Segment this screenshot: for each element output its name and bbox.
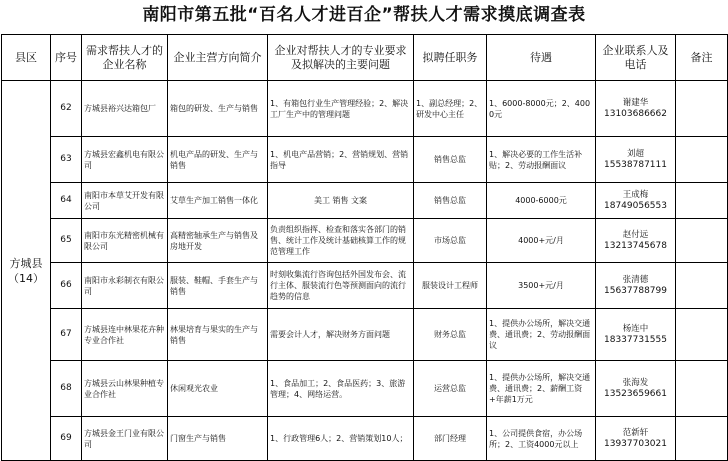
- company-cell: 南阳市永彩制衣有限公司: [82, 263, 168, 309]
- seq-cell: 62: [51, 81, 82, 137]
- salary-cell: 1、公司提供食宿，办公场所；2、工资4000元以上: [487, 417, 596, 461]
- business-cell: 林果培育与果实的生产与销售: [168, 309, 268, 361]
- contact-cell: [596, 219, 676, 263]
- header-remark: 备注: [676, 35, 728, 81]
- remark-cell: [676, 219, 728, 263]
- contact-phone: 13523659661: [604, 388, 667, 399]
- seq-cell: 64: [51, 183, 82, 219]
- contact-phone: 15637788799: [604, 285, 667, 296]
- contact-name: 张海发: [622, 377, 649, 388]
- table-row: [2, 361, 728, 417]
- seq-cell: 69: [51, 417, 82, 461]
- salary-cell: 4000-6000元: [487, 183, 596, 219]
- salary-cell: 1、提供办公场所，解决交通费、通讯费；2、劳动报酬面议: [487, 309, 596, 361]
- county-cell: [2, 81, 51, 461]
- business-cell: 艾草生产加工销售一体化: [168, 183, 268, 219]
- need-cell: 需要会计人才，解决财务方面问题: [268, 309, 414, 361]
- company-cell: 方城县连中林果花卉种专业合作社: [82, 309, 168, 361]
- position-cell: 销售总监: [414, 137, 487, 183]
- contact-phone: 18337731555: [604, 334, 667, 345]
- contact-cell: [596, 263, 676, 309]
- remark-cell: [676, 263, 728, 309]
- contact-cell: [596, 81, 676, 137]
- contact-phone: 18749056553: [604, 200, 667, 211]
- position-cell: 市场总监: [414, 219, 487, 263]
- salary-cell: 3500+元/月: [487, 263, 596, 309]
- county-count: （14）: [8, 271, 44, 285]
- salary-cell: 1、提供办公场所，解决交通费、通讯费；2、薪酬工资+年薪1万元: [487, 361, 596, 417]
- table-row: [2, 183, 728, 219]
- contact-phone: 13213745678: [604, 240, 667, 251]
- contact-cell: [596, 361, 676, 417]
- contact-name: 赵付远: [622, 229, 649, 240]
- business-cell: 休闲观光农业: [168, 361, 268, 417]
- need-cell: 1、行政管理6人；2、营销策划10人；: [268, 417, 414, 461]
- remark-cell: [676, 183, 728, 219]
- company-cell: 方城县金王门业有限公司: [82, 417, 168, 461]
- contact-cell: [596, 183, 676, 219]
- remark-cell: [676, 309, 728, 361]
- business-cell: 门窗生产与销售: [168, 417, 268, 461]
- header-seq: 序号: [51, 35, 82, 81]
- contact-name: 王成梅: [622, 189, 649, 200]
- table-row: [2, 309, 728, 361]
- header-contact: 企业联系人及电话: [596, 35, 676, 81]
- position-cell: 部门经理: [414, 417, 487, 461]
- seq-cell: 67: [51, 309, 82, 361]
- header-company: 需求帮扶人才的企业名称: [82, 35, 168, 81]
- company-cell: 南阳市本草艾开发有限公司: [82, 183, 168, 219]
- position-cell: 1、副总经理；2、研发中心主任: [414, 81, 487, 137]
- table-row: [2, 81, 728, 137]
- contact-cell: [596, 417, 676, 461]
- header-need: 企业对帮扶人才的专业要求及拟解决的主要问题: [268, 35, 414, 81]
- contact-name: 刘超: [626, 148, 644, 159]
- remark-cell: [676, 137, 728, 183]
- salary-cell: 4000+元/月: [487, 219, 596, 263]
- contact-name: 杨连中: [622, 323, 649, 334]
- county-name: 方城县: [9, 256, 43, 270]
- contact-name: 张清德: [622, 274, 649, 285]
- seq-cell: 65: [51, 219, 82, 263]
- table-row: [2, 137, 728, 183]
- remark-cell: [676, 81, 728, 137]
- need-cell: 美工 销售 文案: [268, 183, 414, 219]
- position-cell: 服装设计工程师: [414, 263, 487, 309]
- contact-phone: 15538787111: [604, 159, 667, 170]
- page-title: 南阳市第五批“百名人才进百企”帮扶人才需求摸底调查表: [142, 5, 586, 25]
- need-cell: 1、食品加工；2、食品医药；3、旅游管理；4、网络运营。: [268, 361, 414, 417]
- remark-cell: [676, 361, 728, 417]
- position-cell: 销售总监: [414, 183, 487, 219]
- contact-phone: 13103686662: [604, 108, 667, 119]
- table-row: [2, 263, 728, 309]
- header-business: 企业主营方向简介: [168, 35, 268, 81]
- table-row: [2, 219, 728, 263]
- business-cell: 机电产品的研发、生产与销售: [168, 137, 268, 183]
- business-cell: 高精密轴承生产与销售及房地开发: [168, 219, 268, 263]
- contact-cell: [596, 309, 676, 361]
- need-cell: 1、有箱包行业生产管理经验；2、解决工厂生产中的管理问题: [268, 81, 414, 137]
- need-cell: 负责组织指挥、检查和落实各部门的销售、统计工作及统计基础核算工作的规范管理工作: [268, 219, 414, 263]
- remark-cell: [676, 417, 728, 461]
- company-cell: 方城县宏鑫机电有限公司: [82, 137, 168, 183]
- contact-name: 谢建华: [622, 97, 649, 108]
- seq-cell: 63: [51, 137, 82, 183]
- company-cell: 方城县云山林果种植专业合作社: [82, 361, 168, 417]
- company-cell: 方城县裕兴达箱包厂: [82, 81, 168, 137]
- salary-cell: 1、6000-8000元；2、4000元: [487, 81, 596, 137]
- contact-phone: 13937703021: [604, 438, 667, 449]
- position-cell: 运营总监: [414, 361, 487, 417]
- need-cell: 1、机电产品营销；2、营销规划、营销指导: [268, 137, 414, 183]
- business-cell: 服装、鞋帽、手套生产与销售: [168, 263, 268, 309]
- business-cell: 箱包的研发、生产与销售: [168, 81, 268, 137]
- header-row: [2, 35, 728, 81]
- header-salary: 待遇: [487, 35, 596, 81]
- header-county: 县区: [2, 35, 51, 81]
- survey-table: [1, 34, 728, 461]
- header-position: 拟聘任职务: [414, 35, 487, 81]
- salary-cell: 1、解决必要的工作生活补贴；2、劳动报酬面议: [487, 137, 596, 183]
- table-row: [2, 417, 728, 461]
- company-cell: 南阳市东光精密机械有限公司: [82, 219, 168, 263]
- seq-cell: 68: [51, 361, 82, 417]
- contact-cell: [596, 137, 676, 183]
- position-cell: 财务总监: [414, 309, 487, 361]
- seq-cell: 66: [51, 263, 82, 309]
- contact-name: 范新轩: [622, 427, 649, 438]
- need-cell: 时刻收集流行咨询包括外国发布会、流行主体、服装流行色等预测面向的流行趋势的信息: [268, 263, 414, 309]
